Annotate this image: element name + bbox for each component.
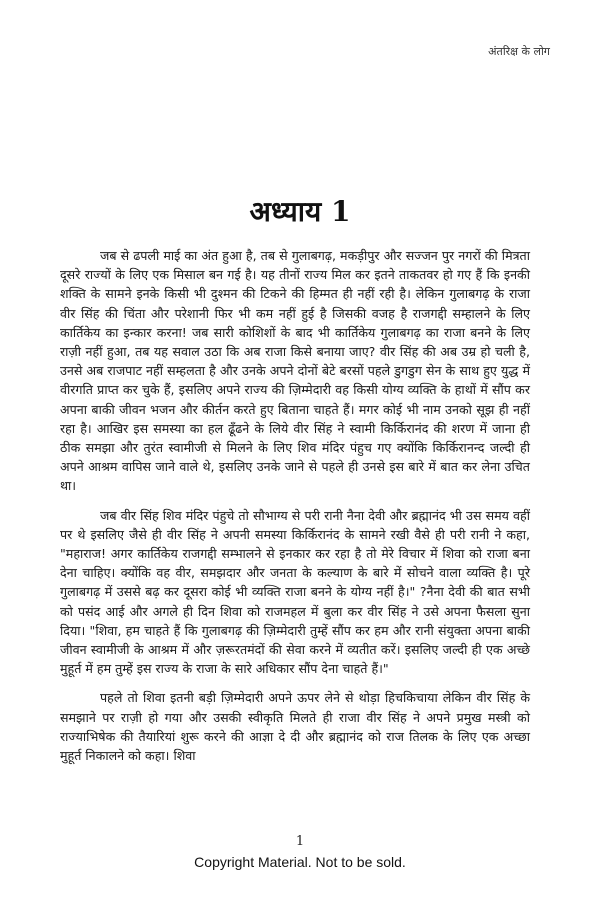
- running-header: अंतरिक्ष के लोग: [488, 45, 550, 58]
- body-text: [60, 246, 530, 775]
- paragraph-2: जब वीर सिंह शिव मंदिर पंहुचे तो सौभाग्य से परी रानी नैना देवी और ब्रह्मानंद भी उस समय वहीं पर थे इसलिए जैसे ही वीर सिंह ने अपनी समस्या किर्किरानंद के सामने रखी वैसे ही परी रानी ने कहा, "महाराज! अगर कार्तिकेय राजगद्दी सम्भालने से इनकार कर रहा है तो मेरे विचार में शिवा को राजा बना देना चाहिए। क्योंकि वह वीर, समझदार और जनता के कल्याण के बारे में सोचने वाला व्यक्ति है। पूरे गुलाबगढ़ में उससे बढ़ कर दूसरा कोई भी व्यक्ति राजा बनने के योग्य नहीं है।" ?नैना देवी की बात सभी को पसंद आई और अगले ही दिन शिवा को राजमहल में बुला कर वीर सिंह ने उसे अपना फैसला सुना दिया। "शिवा, हम चाहते हैं कि गुलाबगढ़ की ज़िम्मेदारी तुम्हें सौंप कर हम और रानी संयुक्ता अपना बाकी जीवन स्वामीजी के आश्रम में और ज़रूरतमंदों की सेवा करने में व्यतीत करें। इसलिए जल्दी ही एक अच्छे मुहूर्त में हम तुम्हें इस राज्य के राजा के सारे अधिकार सौंप देना चाहते हैं।": [60, 507, 530, 677]
- paragraph-1: जब से ढपली माई का अंत हुआ है, तब से गुलाबगढ़, मकड़ीपुर और सज्जन पुर नगरों की मित्रता दूसरे राज्यों के लिए एक मिसाल बन गई है। यह तीनों राज्य मिल कर इतने ताकतवर हो गए हैं कि इनकी शक्ति के सामने इनके किसी भी दुश्मन की टिकने की हिम्मत ही नहीं रही है। लेकिन गुलाबगढ़ के राजा वीर सिंह की चिंता और परेशानी फिर भी कम नहीं हुई है जिसकी वजह है राजगद्दी सम्हालने के लिए कार्तिकेय का इन्कार करना! जब सारी कोशिशों के बाद भी कार्तिकेय गुलाबगढ़ का राजा बनने के लिए राज़ी नहीं हुआ, तब यह सवाल उठा कि अब राजा किसे बनाया जाए? वीर सिंह की अब उम्र हो चली है, उनसे अब राजपाट नहीं सम्हलता है और उनके अपने दोनों बेटे बरसों पहले डुगडुग सेन के साथ हुए युद्ध में वीरगति प्राप्त कर चुके हैं, इसलिए अपने राज्य की ज़िम्मेदारी वह किसी योग्य व्यक्ति के हाथों में सौंप कर अपना बाकी जीवन भजन और कीर्तन करते हुए बिताना चाहते हैं। मगर कोई भी नाम उनको सूझ ही नहीं रहा है। आखिर इस समस्या का हल ढूँढने के लिये वीर सिंह ने स्वामी किर्किरानंद की शरण में जाना ही ठीक समझा और तुरंत स्वामीजी से मिलने के लिए शिव मंदिर पंहुच गए क्योंकि किर्किरानन्द जल्दी ही अपने आश्रम वापिस जाने वाले थे, इसलिए उनके जाने से पहले ही उनसे इस बारे में बात कर लेना उचित था।: [60, 248, 530, 494]
- chapter-title: अध्याय 1: [249, 195, 351, 228]
- paragraph-3: पहले तो शिवा इतनी बड़ी ज़िम्मेदारी अपने ऊपर लेने से थोड़ा हिचकिचाया लेकिन वीर सिंह के समझाने पर राज़ी हो गया और उसकी स्वीकृति मिलते ही राजा वीर सिंह ने अपने प्रमुख मस्त्री को राज्याभिषेक की तैयारियां शुरू करने की आज्ञा दे दी और ब्रह्मानंद को राज तिलक के लिए एक अच्छा मुहूर्त निकालने को कहा। शिवा: [60, 690, 530, 764]
- copyright-notice: Copyright Material. Not to be sold.: [194, 854, 406, 870]
- page-number: 1: [295, 834, 305, 849]
